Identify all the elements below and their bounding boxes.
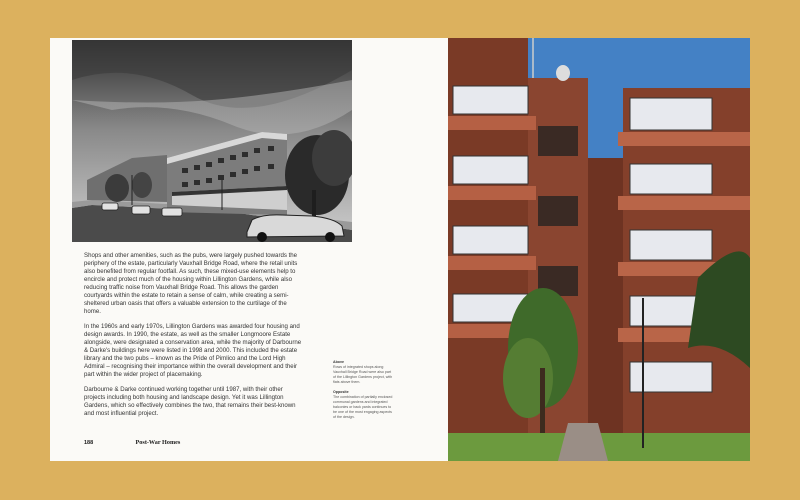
right-page <box>448 38 750 461</box>
body-paragraph: Darbourne & Darke continued working together until 1987, with their other projects including both housing and landscape design. Yet it was Lillington Gardens, which so effectively combines the two, that remains their best-known and most influential project. <box>84 386 296 417</box>
body-text <box>84 252 304 425</box>
caption-above-text: Rows of integrated shops along Vauxhall Bridge Road were also part of the Lillington Gardens project, with flats above them. <box>333 365 393 384</box>
page-number: 188 <box>84 440 94 446</box>
bw-street-photo <box>72 40 352 242</box>
body-paragraph: In the 1960s and early 1970s, Lillington Gardens was awarded four housing and design awards. In 1990, the estate, as well as the smaller Longmoore Estate alongside, were designated a conservation area, while the majority of Darbourne & Darke's buildings here were listed in 1998 and 2000. This included the estate library and the two pubs – known as the Pride of Pimlico and the Lord High Admiral – recognising their importance within the overall development and their part within the wider project of placemaking. <box>84 323 302 378</box>
left-page <box>50 38 448 461</box>
body-paragraph: Shops and other amenities, such as the pubs, were largely pushed towards the periphery of the estate, particularly Vauxhall Bridge Road, where the retail units also benefited from regular footfall. As such, these mixed-use elements help to encircle and protect much of the housing within Lillington Gardens, while also reducing traffic noise from Vauxhall Bridge Road. This allows the garden courtyards within the estate to retain a sense of calm, while creating a semi-sheltered urban oasis that offers a valuable extension to the curtilage of the home. <box>84 252 298 315</box>
caption-opposite-text: The combination of partially enclosed communal gardens and integrated balconies or back yards continues to be one of the most engaging aspects of the design. <box>333 395 393 419</box>
caption-opposite-heading: Opposite <box>333 390 349 394</box>
captions <box>333 360 395 420</box>
colour-flats-photo <box>448 38 750 461</box>
section-title: Post-War Homes <box>135 439 181 446</box>
caption-above-heading: Above <box>333 360 344 364</box>
book-spread <box>50 38 750 461</box>
page-footer <box>84 439 180 446</box>
